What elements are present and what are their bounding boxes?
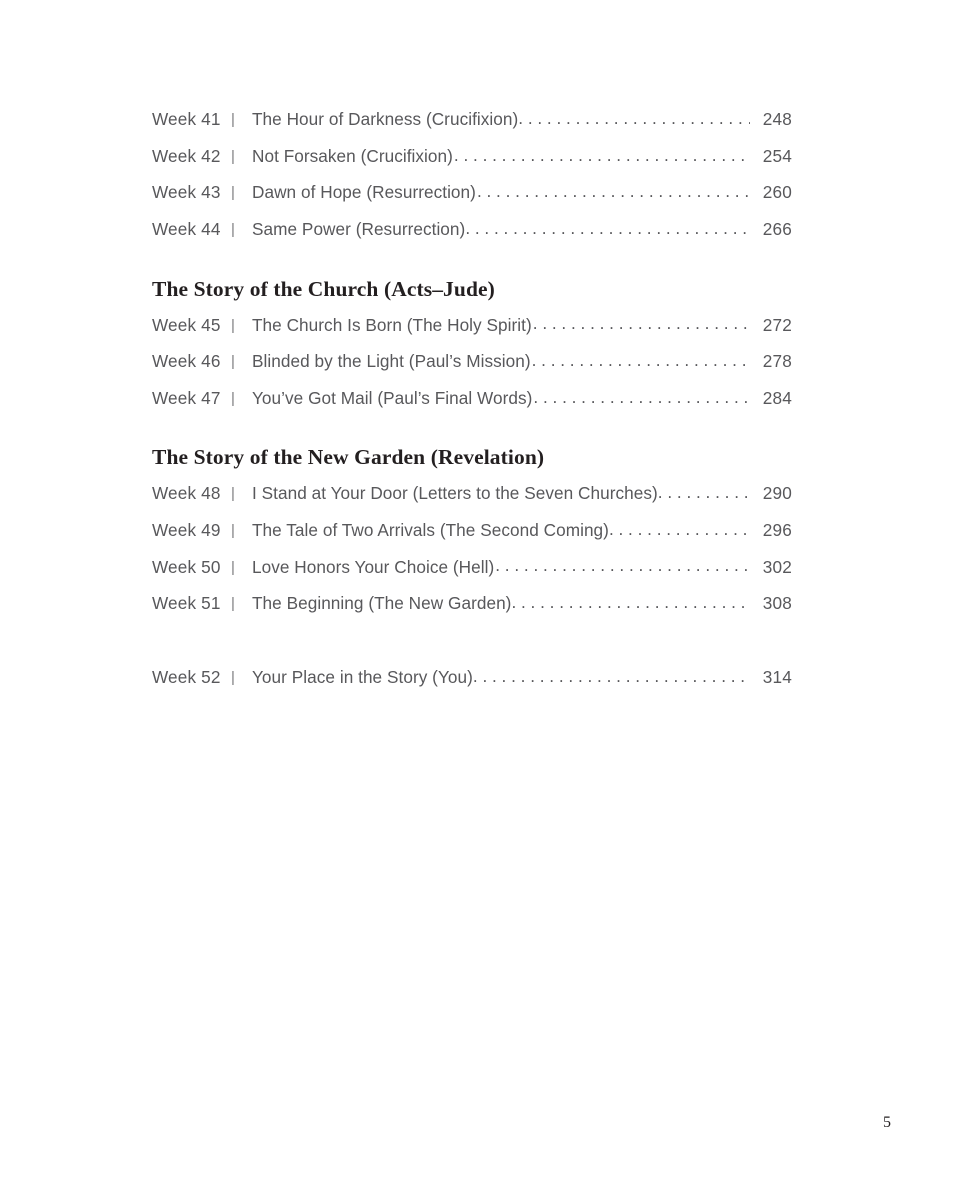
- toc-entry-title: The Hour of Darkness (Crucifixion): [252, 109, 519, 130]
- toc-entry[interactable]: [152, 592, 792, 629]
- toc-entry-separator: |: [231, 521, 235, 539]
- toc-entry-week: Week 43: [152, 182, 221, 203]
- toc-section: [152, 254, 792, 313]
- toc-entry-week: Week 48: [152, 483, 221, 504]
- toc-entry-title: The Church Is Born (The Holy Spirit): [252, 314, 532, 335]
- toc-entry-title: Your Place in the Story (You): [252, 666, 473, 687]
- toc-entry-week: Week 42: [152, 145, 221, 166]
- table-of-contents: [152, 108, 792, 702]
- toc-entry-dot-leader: [511, 592, 750, 609]
- toc-entry-dot-leader: [454, 145, 750, 162]
- toc-entry-separator: |: [231, 316, 235, 334]
- toc-entry-week: Week 46: [152, 351, 221, 372]
- toc-entry-dot-leader: [477, 181, 750, 198]
- toc-entry[interactable]: [152, 218, 792, 255]
- toc-entry-week: Week 50: [152, 556, 221, 577]
- toc-entry[interactable]: [152, 555, 792, 592]
- toc-entry-page-number: 260: [762, 182, 792, 203]
- toc-entry-dot-leader: [473, 666, 750, 683]
- toc-entry-title: The Beginning (The New Garden): [252, 593, 512, 614]
- toc-entry[interactable]: [152, 145, 792, 182]
- toc-entry-week: Week 47: [152, 387, 221, 408]
- toc-entry[interactable]: [152, 313, 792, 350]
- toc-entry-separator: |: [231, 595, 235, 613]
- toc-entry-title: Not Forsaken (Crucifixion): [252, 145, 453, 166]
- toc-entry-separator: |: [231, 558, 235, 576]
- toc-entry-dot-leader: [495, 555, 750, 572]
- toc-entry-dot-leader: [465, 218, 750, 235]
- toc-entry-separator: |: [231, 668, 235, 686]
- toc-entry-dot-leader: [532, 350, 750, 367]
- toc-entry-page-number: 308: [762, 593, 792, 614]
- toc-entry-separator: |: [231, 485, 235, 503]
- toc-entry-title: Dawn of Hope (Resurrection): [252, 182, 476, 203]
- toc-entry-separator: |: [231, 220, 235, 238]
- toc-entry-separator: |: [231, 389, 235, 407]
- toc-entry[interactable]: [152, 482, 792, 519]
- toc-entry-title: Love Honors Your Choice (Hell): [252, 556, 495, 577]
- toc-entry-week: Week 51: [152, 593, 221, 614]
- page-folio: 5: [883, 1114, 891, 1131]
- toc-entry-title: I Stand at Your Door (Letters to the Seven Churches): [252, 483, 658, 504]
- toc-entry-page-number: 278: [762, 351, 792, 372]
- toc-section-heading: The Story of the New Garden (Revelation): [152, 445, 545, 470]
- toc-entry-page-number: 296: [762, 519, 792, 540]
- toc-section: [152, 423, 792, 482]
- toc-entry[interactable]: [152, 387, 792, 424]
- toc-section-heading: The Story of the Church (Acts–Jude): [152, 276, 495, 301]
- toc-entry-week: Week 41: [152, 109, 221, 130]
- toc-entry-page-number: 266: [762, 218, 792, 239]
- toc-entry-dot-leader: [533, 313, 750, 330]
- toc-entry-week: Week 49: [152, 519, 221, 540]
- toc-entry-page-number: 314: [762, 666, 792, 687]
- toc-entry-title: Same Power (Resurrection): [252, 218, 466, 239]
- toc-entry-week: Week 44: [152, 218, 221, 239]
- toc-entry-separator: |: [231, 147, 235, 165]
- toc-entry[interactable]: [152, 108, 792, 145]
- toc-spacer: [152, 629, 792, 666]
- toc-entry-week: Week 45: [152, 314, 221, 335]
- toc-entry[interactable]: [152, 181, 792, 218]
- toc-entry-page-number: 254: [762, 145, 792, 166]
- toc-entry-separator: |: [231, 353, 235, 371]
- toc-entry-dot-leader: [609, 519, 750, 536]
- toc-entry-dot-leader: [533, 387, 750, 404]
- toc-entry-title: The Tale of Two Arrivals (The Second Coming): [252, 519, 609, 540]
- toc-entry-title: You’ve Got Mail (Paul’s Final Words): [252, 387, 533, 408]
- toc-entry-page-number: 302: [762, 556, 792, 577]
- toc-entry-week: Week 52: [152, 666, 221, 687]
- toc-entry-separator: |: [231, 184, 235, 202]
- toc-entry-page-number: 290: [762, 483, 792, 504]
- toc-entry-page-number: 284: [762, 387, 792, 408]
- toc-entry[interactable]: [152, 666, 792, 703]
- toc-entry-page-number: 248: [762, 109, 792, 130]
- toc-entry-separator: |: [231, 111, 235, 129]
- toc-entry[interactable]: [152, 519, 792, 556]
- toc-entry-dot-leader: [658, 482, 750, 499]
- toc-entry-page-number: 272: [762, 314, 792, 335]
- toc-entry-dot-leader: [518, 108, 750, 125]
- toc-entry[interactable]: [152, 350, 792, 387]
- toc-entry-title: Blinded by the Light (Paul’s Mission): [252, 351, 531, 372]
